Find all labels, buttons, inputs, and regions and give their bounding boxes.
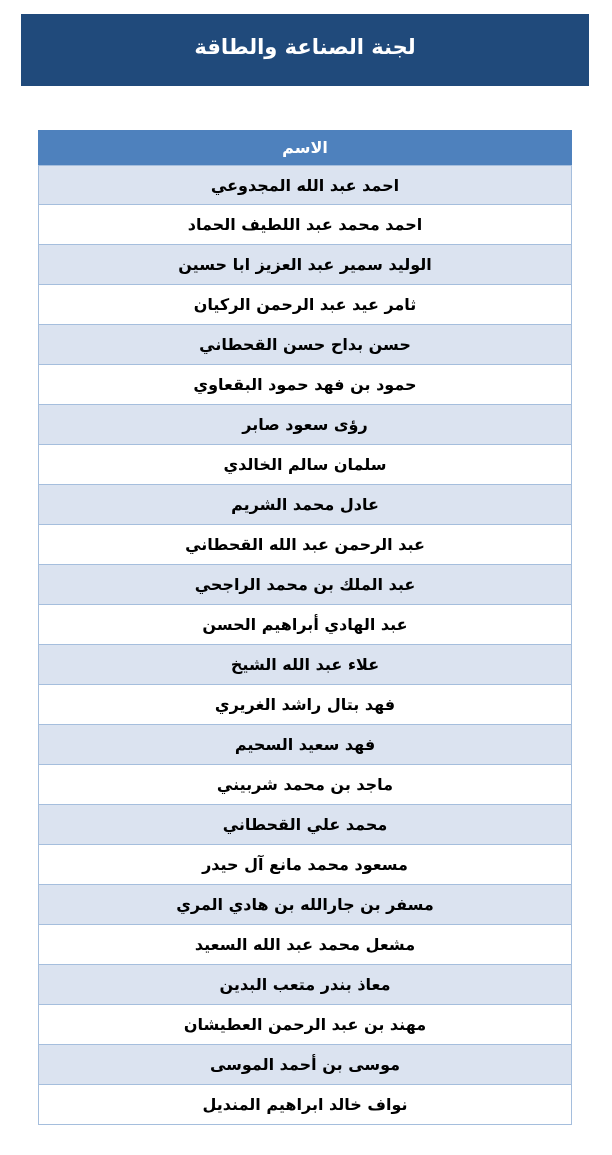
member-name: علاء عبد الله الشيخ [230, 655, 380, 674]
name-column-header: الاسم [282, 138, 328, 157]
table-row [38, 925, 572, 965]
committee-title: لجنة الصناعة والطاقة [194, 35, 416, 59]
table-row [38, 1045, 572, 1085]
table-row [38, 1005, 572, 1045]
table-row [38, 285, 572, 325]
table-header-row [38, 130, 572, 165]
table-row [38, 685, 572, 725]
member-name: حمود بن فهد حمود البقعاوي [193, 375, 417, 394]
member-name: مسعود محمد مانع آل حيدر [202, 855, 408, 874]
table-row [38, 165, 572, 205]
table-row [38, 205, 572, 245]
table-row [38, 565, 572, 605]
table-row [38, 845, 572, 885]
members-table [38, 130, 572, 1125]
member-name: معاذ بندر متعب البدين [219, 975, 391, 994]
table-row [38, 645, 572, 685]
member-name: ماجد بن محمد شربيني [216, 775, 394, 794]
member-name: الوليد سمير عبد العزيز ابا حسين [178, 255, 432, 274]
member-name: فهد بتال راشد الغريري [214, 695, 396, 714]
table-row [38, 325, 572, 365]
member-name: عادل محمد الشريم [231, 495, 379, 514]
table-row [38, 525, 572, 565]
table-row [38, 485, 572, 525]
table-row [38, 765, 572, 805]
member-name: مهند بن عبد الرحمن العطيشان [183, 1015, 427, 1034]
member-name: احمد عبد الله المجدوعي [210, 175, 400, 195]
table-row [38, 885, 572, 925]
member-name: احمد محمد عبد اللطيف الحماد [187, 215, 423, 234]
member-name: مسفر بن جارالله بن هادي المري [176, 895, 434, 914]
member-name: عبد الرحمن عبد الله القحطاني [185, 535, 425, 554]
table-row [38, 365, 572, 405]
member-name: ثامر عيد عبد الرحمن الركيان [193, 295, 417, 314]
table-row [38, 405, 572, 445]
member-name: حسن بداح حسن القحطاني [199, 335, 411, 354]
table-row [38, 445, 572, 485]
table-row [38, 805, 572, 845]
member-name: فهد سعيد السحيم [234, 735, 376, 754]
committee-title-banner [21, 14, 589, 86]
member-name: موسى بن أحمد الموسى [209, 1055, 401, 1074]
member-name: عبد الهادي أبراهيم الحسن [202, 615, 408, 634]
table-row [38, 1085, 572, 1125]
table-row [38, 605, 572, 645]
table-row [38, 965, 572, 1005]
member-name: سلمان سالم الخالدي [223, 455, 387, 474]
member-name: رؤى سعود صابر [242, 415, 368, 434]
table-row [38, 725, 572, 765]
table-row [38, 245, 572, 285]
member-name: مشعل محمد عبد الله السعيد [194, 935, 416, 954]
member-name: محمد علي القحطاني [222, 815, 388, 834]
member-name: عبد الملك بن محمد الراجحي [194, 575, 416, 594]
table-body [38, 165, 572, 1125]
member-name: نواف خالد ابراهيم المنديل [202, 1095, 408, 1114]
